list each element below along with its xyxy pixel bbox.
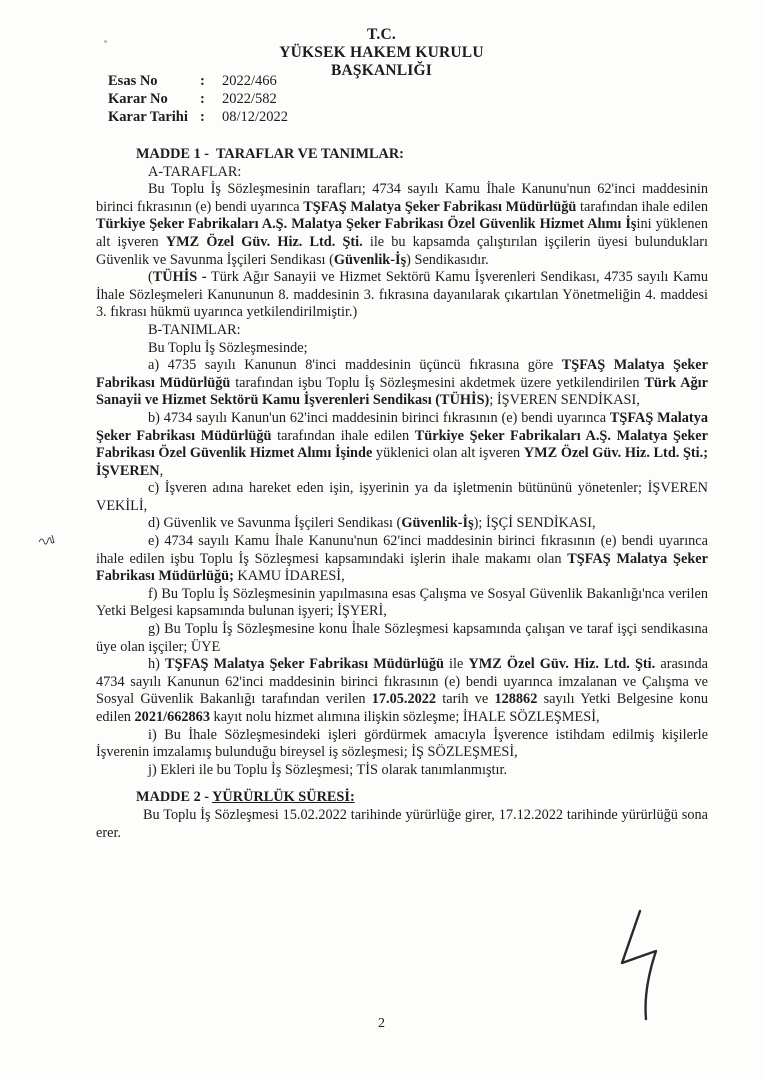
text-run: ile bu kapsamda çalıştırılan işçilerin üyesi bulundukları Güvenlik ve Savunma İşçileri Sendikası ( — [96, 233, 708, 268]
text-run-bold: YMZ Özel Güv. Hiz. Ltd. Şti. — [468, 656, 656, 673]
text-run: tarafından ihale edilen — [576, 198, 708, 215]
meta-colon: : — [200, 109, 205, 125]
text-run: kayıt nolu hizmet alımına ilişkin sözleşme; İHALE SÖZLEŞMESİ, — [209, 709, 600, 725]
text-run: KAMU İDARESİ, — [233, 568, 345, 585]
meta-label: Karar Tarihi — [108, 109, 188, 125]
meta-label: Karar No — [108, 91, 168, 107]
text-run-bold: 17.05.2022 — [371, 691, 437, 708]
text-run: ); İŞÇİ SENDİKASI, — [473, 515, 596, 532]
meta-colon: : — [200, 91, 205, 107]
text-run-bold: 128862 — [494, 691, 538, 708]
text-run-bold: 2021/662863 — [134, 709, 210, 725]
text-run-bold: TŞFAŞ Malatya Şeker Fabrikası Müdürlüğü — [96, 409, 708, 444]
header-tc: T.C. — [367, 26, 396, 43]
text-run: b) 4734 sayılı Kanun'un 62'inci maddesinin birinci fıkrasının (e) bendi uyarınca — [148, 409, 610, 426]
margin-initials-icon — [36, 528, 60, 552]
madde1-title: TARAFLAR VE TANIMLAR: — [215, 146, 404, 162]
text-run: a) 4735 sayılı Kanunun 8'inci maddesinin üçüncü fıkrasına göre — [148, 357, 562, 374]
text-run-bold: Türkiye Şeker Fabrikaları A.Ş. Malatya Şeker Fabrikası Özel Güvenlik Hizmet Alımı İşinde — [96, 427, 708, 462]
header-institution: YÜKSEK HAKEM KURULU — [279, 44, 484, 61]
text-run-bold: TŞFAŞ Malatya Şeker Fabrikası Müdürlüğü — [96, 357, 708, 391]
text-run-bold: Güvenlik-İş — [333, 251, 407, 268]
text-run: ) Sendikasıdır. — [406, 251, 489, 268]
text-run-bold: TŞFAŞ Malatya Şeker Fabrikası Müdürlüğü — [303, 198, 577, 215]
taraflar-paragraph — [96, 181, 708, 269]
text-run: sayılı Yetki Belgesine konu edilen — [96, 691, 709, 725]
meta-row-esas — [108, 72, 288, 90]
definition-h — [96, 656, 708, 726]
madde2-title-text: YÜRÜRLÜK SÜRESİ — [212, 789, 350, 806]
case-meta — [108, 72, 288, 126]
text-run-bold: YMZ Özel Güv. Hiz. Ltd. Şti. — [165, 233, 363, 250]
tuhis-paragraph — [96, 269, 708, 322]
madde2-number: MADDE 2 - — [136, 789, 210, 806]
tanimlar-label: B-TANIMLAR: — [148, 321, 241, 338]
definition-e — [96, 533, 708, 586]
meta-label: Esas No — [108, 73, 158, 89]
meta-value: 2022/466 — [222, 73, 277, 89]
text-run: ; İŞVEREN SENDİKASI, — [489, 392, 640, 409]
text-run-bold: Güvenlik-İş — [401, 515, 474, 532]
definition-g: g) Bu Toplu İş Sözleşmesine konu İhale Sözleşmesi kapsamında çalışan ve taraf işçi sendikasına üye olan işçiler; ÜYE — [96, 621, 708, 655]
definition-a — [96, 357, 708, 410]
text-run: h) — [148, 656, 166, 673]
signature-icon — [600, 905, 680, 1025]
section-gap — [96, 779, 708, 789]
text-run: arasında 4734 sayılı Kanunun 62'inci maddesinin birinci fıkrasının (e) bendi uyarınca imzalanan ve Çalışma ve Sosyal Güvenlik Bakanlığı tarafından verilen — [96, 656, 708, 708]
definition-c: c) İşveren adına hareket eden işin, işyerinin ya da işletmenin bütününü yönetenler; İŞVEREN VEKİLİ, — [96, 480, 708, 514]
text-run: tarafından işbu Toplu İş Sözleşmesini akdetmek üzere yetkilendirilen — [230, 374, 645, 391]
text-run: e) 4734 sayılı Kamu İhale Kanunu'nun 62'inci maddesinin birinci fıkrasının (e) bendi uyarınca ihale edilen işbu Toplu İş Sözleşmesi kapsamındaki işlerin ihale makamı olan — [96, 533, 708, 567]
text-run: Türk Ağır Sanayii ve Hizmet Sektörü Kamu İşverenleri Sendikası, 4735 sayılı Kamu İhale Sözleşmeleri Kanununun 8. maddesinin 3. fıkrasına dayanılarak çıkartılan Yönetmeliğin 4. maddesi 3. fıkrası hükmü uyarınca yetkilendirilmiştir.) — [96, 269, 708, 321]
text-run: , — [159, 462, 164, 479]
meta-value: 08/12/2022 — [222, 109, 289, 125]
text-run-bold: TŞFAŞ Malatya Şeker Fabrikası Müdürlüğü — [165, 656, 444, 673]
text-run: Bu Toplu İş Sözleşmesinin tarafları; 4734 sayılı Kamu İhale Kanunu'nun 62'inci maddesinin birinci fıkrasının (e) bendi uyarınca — [96, 181, 708, 215]
header-presidency: BAŞKANLIĞI — [330, 62, 433, 79]
page-number: 2 — [378, 1016, 385, 1031]
text-run-bold: YMZ Özel Güv. Hiz. Ltd. Şti.; İŞVEREN — [96, 445, 708, 479]
madde1-heading — [136, 146, 708, 164]
definition-b — [96, 410, 708, 480]
madde2-title-colon: : — [349, 789, 355, 806]
text-run: d) Güvenlik ve Savunma İşçileri Sendikası ( — [148, 515, 402, 532]
meta-colon: : — [200, 73, 205, 89]
madde2-paragraph: Bu Toplu İş Sözleşmesi 15.02.2022 tarihinde yürürlüğe girer, 17.12.2022 tarihinde yürürlüğü sona erer. — [96, 806, 708, 841]
tanimlar-intro: Bu Toplu İş Sözleşmesinde; — [148, 339, 308, 356]
document-body — [96, 146, 708, 842]
text-run: ini yüklenen alt işveren — [96, 216, 708, 250]
madde1-number: MADDE 1 - — [136, 146, 210, 162]
text-run-bold: TÜHİS - — [152, 269, 207, 286]
text-run: yüklenici olan alt işveren — [372, 445, 524, 462]
meta-value: 2022/582 — [222, 91, 277, 107]
text-run-bold: Türk Ağır Sanayii ve Hizmet Sektörü Kamu İşverenleri Sendikası (TÜHİS) — [96, 374, 708, 409]
text-run: tarih ve — [436, 691, 495, 708]
text-run-bold: TŞFAŞ Malatya Şeker Fabrikası Müdürlüğü; — [96, 550, 708, 585]
definition-d — [96, 515, 708, 533]
meta-row-karar — [108, 90, 288, 108]
definition-f: f) Bu Toplu İş Sözleşmesinin yapılmasına esas Çalışma ve Sosyal Güvenlik Bakanlığı'nca verilen Yetki Belgesi kapsamında bulunan işyeri; İŞYERİ, — [96, 585, 708, 620]
definition-j: j) Ekleri ile bu Toplu İş Sözleşmesi; TİS olarak tanımlanmıştır. — [148, 761, 508, 778]
meta-row-tarih — [108, 108, 288, 126]
madde2-heading — [136, 789, 708, 807]
taraflar-label: A-TARAFLAR: — [148, 163, 242, 180]
text-run: tarafından ihale edilen — [271, 427, 415, 444]
definition-i: i) Bu İhale Sözleşmesindeki işleri gördürmek amacıyla İşverence istihdam edilmiş kişilerle İşverenin imzalamış bulunduğu bireysel iş sözleşmesi; İŞ SÖZLEŞMESİ, — [96, 726, 708, 761]
text-run-bold: Türkiye Şeker Fabrikaları A.Ş. Malatya Şeker Fabrikası Özel Güvenlik Hizmet Alımı İş — [96, 216, 637, 233]
text-run: ( — [148, 269, 153, 286]
text-run: ile — [443, 656, 469, 673]
madde2-title — [212, 789, 355, 805]
